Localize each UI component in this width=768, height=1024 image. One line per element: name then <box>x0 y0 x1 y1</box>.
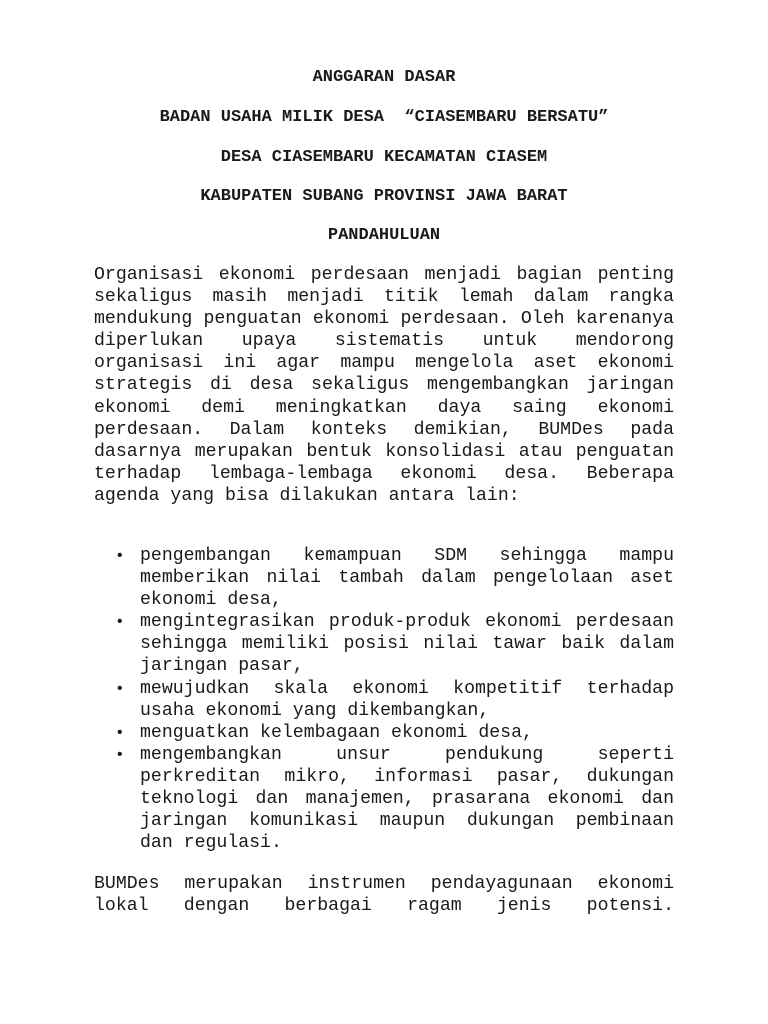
list-item <box>0 678 674 722</box>
list-item-text: mewujudkan skala ekonomi kompetitif terhadap usaha ekonomi yang dikembangkan, <box>140 678 674 721</box>
bullet-icon: • <box>115 547 125 565</box>
list-item-text: menguatkan kelembagaan ekonomi desa, <box>140 722 533 743</box>
list-item <box>0 722 674 744</box>
list-item-text: pengembangan kemampuan SDM sehingga mampu memberikan nilai tambah dalam pengelolaan aset ekonomi desa, <box>140 546 674 611</box>
bullet-icon: • <box>115 613 125 632</box>
bullet-icon: • <box>115 679 125 698</box>
list-item <box>0 545 674 611</box>
list-item-text: mengintegrasikan produk-produk ekonomi perdesaan sehingga memiliki posisi nilai tawar baik dalam jaringan pasar, <box>140 612 674 677</box>
bullet-icon: • <box>115 745 125 764</box>
document-subtitle-bumdes: BADAN USAHA MILIK DESA “CIASEMBARU BERSATU” <box>159 108 609 127</box>
bullet-icon: • <box>115 723 125 742</box>
list-item-text: mengembangkan unsur pendukung seperti perkreditan mikro, informasi pasar, dukungan teknologi dan manajemen, prasarana ekonomi dan jaringan komunikasi maupun dukungan pembinaan dan regulasi. <box>140 744 674 854</box>
list-item <box>0 611 674 677</box>
intro-paragraph: Organisasi ekonomi perdesaan menjadi bagian penting sekaligus masih menjadi titik lemah dalam rangka mendukung penguatan ekonomi perdesaan. Oleh karenanya diperlukan upaya sistematis untuk mendorong organisasi ini agar mampu mengelola aset ekonomi strategis di desa sekaligus mengembangkan jaringan ekonomi demi meningkatkan daya saing ekonomi perdesaan. Dalam konteks demikian, BUMDes pada dasarnya merupakan bentuk konsolidasi atau penguatan terhadap lembaga-lembaga ekonomi desa. Beberapa agenda yang bisa dilakukan antara lain: <box>94 265 674 506</box>
document-subtitle-kabupaten: KABUPATEN SUBANG PROVINSI JAWA BARAT <box>200 187 568 206</box>
closing-paragraph: BUMDes merupakan instrumen pendayagunaan ekonomi lokal dengan berbagai ragam jenis potensi. <box>94 874 674 917</box>
document-title: ANGGARAN DASAR <box>312 68 456 87</box>
section-heading-pendahuluan: PANDAHULUAN <box>327 226 441 245</box>
agenda-list <box>0 545 768 854</box>
list-item <box>0 744 674 854</box>
document-subtitle-desa: DESA CIASEMBARU KECAMATAN CIASEM <box>220 148 548 167</box>
